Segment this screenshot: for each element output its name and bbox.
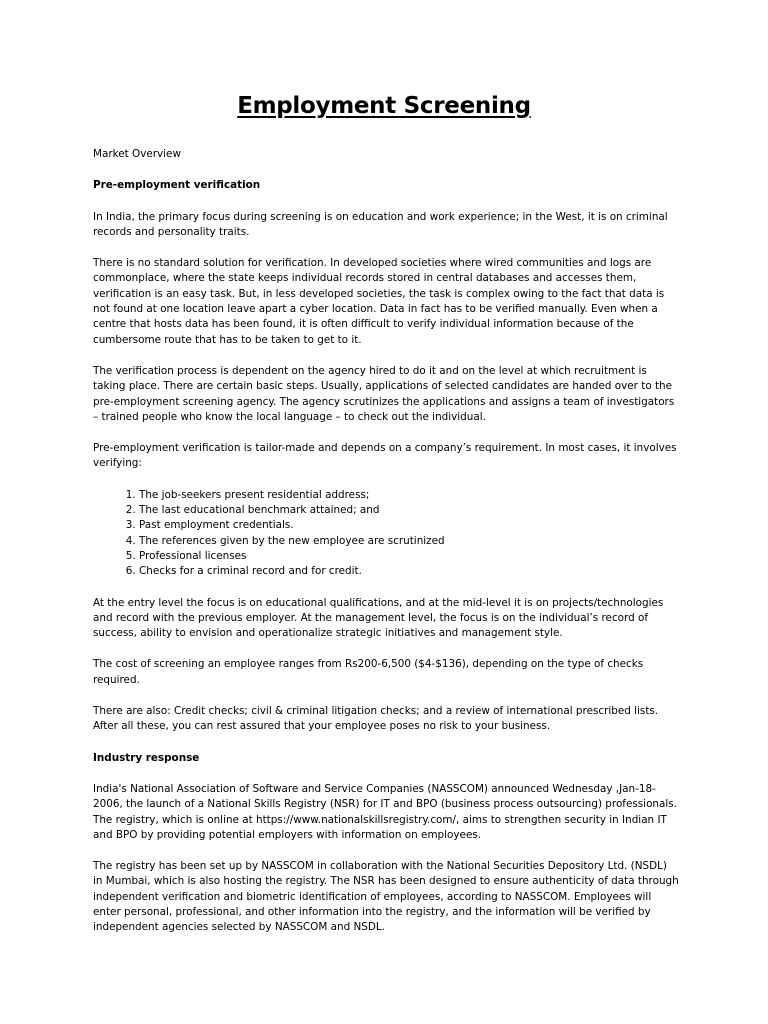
pre-employment-heading: Pre-employment verification — [93, 179, 261, 192]
paragraph-no-standard: There is no standard solution for verification. In developed societies where wired communities and logs are commonplace, where the state keeps individual records stored in central databases and accesses them, verification is an easy task. But, in less developed societies, the task is complex owing to the fact that data is not found at one location leave apart a cyber location. Data in fact has to be verified manually. Even when a centre that hosts data has been found, it is often difficult to verify individual information because of the cumbersome route that has to be taken to get to it. — [93, 257, 665, 346]
market-overview-label: Market Overview — [93, 148, 181, 160]
industry-response-heading: Industry response — [93, 751, 200, 764]
paragraph-cost: The cost of screening an employee ranges from Rs200-6,500 ($4-$136), depending on the type of checks required. — [93, 658, 644, 686]
list-item: 4. The references given by the new employee are scrutinized — [139, 534, 679, 549]
document-body — [93, 147, 679, 952]
paragraph-process: The verification process is dependent on the agency hired to do it and on the level at which recruitment is taking place. There are certain basic steps. Usually, applications of selected candidates are handed over to the pre-employment screening agency. The agency scrutinizes the applications and assigns a team of investigators – trained people who know the local language – to check out the individual. — [93, 364, 675, 423]
list-item: 6. Checks for a criminal record and for credit. — [139, 564, 679, 579]
paragraph-nasscom: India's National Association of Software and Service Companies (NASSCOM) announced Wednesday ,Jan-18-2006, the launch of a National Skills Registry (NSR) for IT and BPO (business process outsourcing) professionals. The registry, which is online at https://www.nationalskillsregistry.com/, aims to strengthen security in Indian IT and BPO by providing potential employers with information on employees. — [93, 782, 677, 841]
list-item: 2. The last educational benchmark attained; and — [139, 503, 679, 518]
list-item: 1. The job-seekers present residential address; — [139, 488, 679, 503]
verification-list — [93, 488, 679, 580]
list-item: 3. Past employment credentials. — [139, 518, 679, 533]
paragraph-focus: In India, the primary focus during screening is on education and work experience; in the West, it is on criminal records and personality traits. — [93, 210, 668, 238]
list-item: 5. Professional licenses — [139, 549, 679, 564]
paragraph-tailor-made: Pre-employment verification is tailor-made and depends on a company’s requirement. In most cases, it involves verifying: — [93, 442, 677, 470]
document-title: Employment Screening — [237, 93, 531, 119]
paragraph-registry: The registry has been set up by NASSCOM in collaboration with the National Securities Depository Ltd. (NSDL) in Mumbai, which is also hosting the registry. The NSR has been designed to ensure authenticity of data through independent verification and biometric identification of employees, according to NASSCOM. Employees will enter personal, professional, and other information into the registry, and the information will be verified by independent agencies selected by NASSCOM and NSDL. — [93, 860, 679, 934]
paragraph-also: There are also: Credit checks; civil & criminal litigation checks; and a review of international prescribed lists. After all these, you can rest assured that your employee poses no risk to your business. — [93, 705, 659, 733]
paragraph-entry-level: At the entry level the focus is on educational qualifications, and at the mid-level it is on projects/technologies and record with the previous employer. At the management level, the focus is on the individual’s record of success, ability to envision and operationalize strategic initiatives and management style. — [93, 596, 664, 640]
